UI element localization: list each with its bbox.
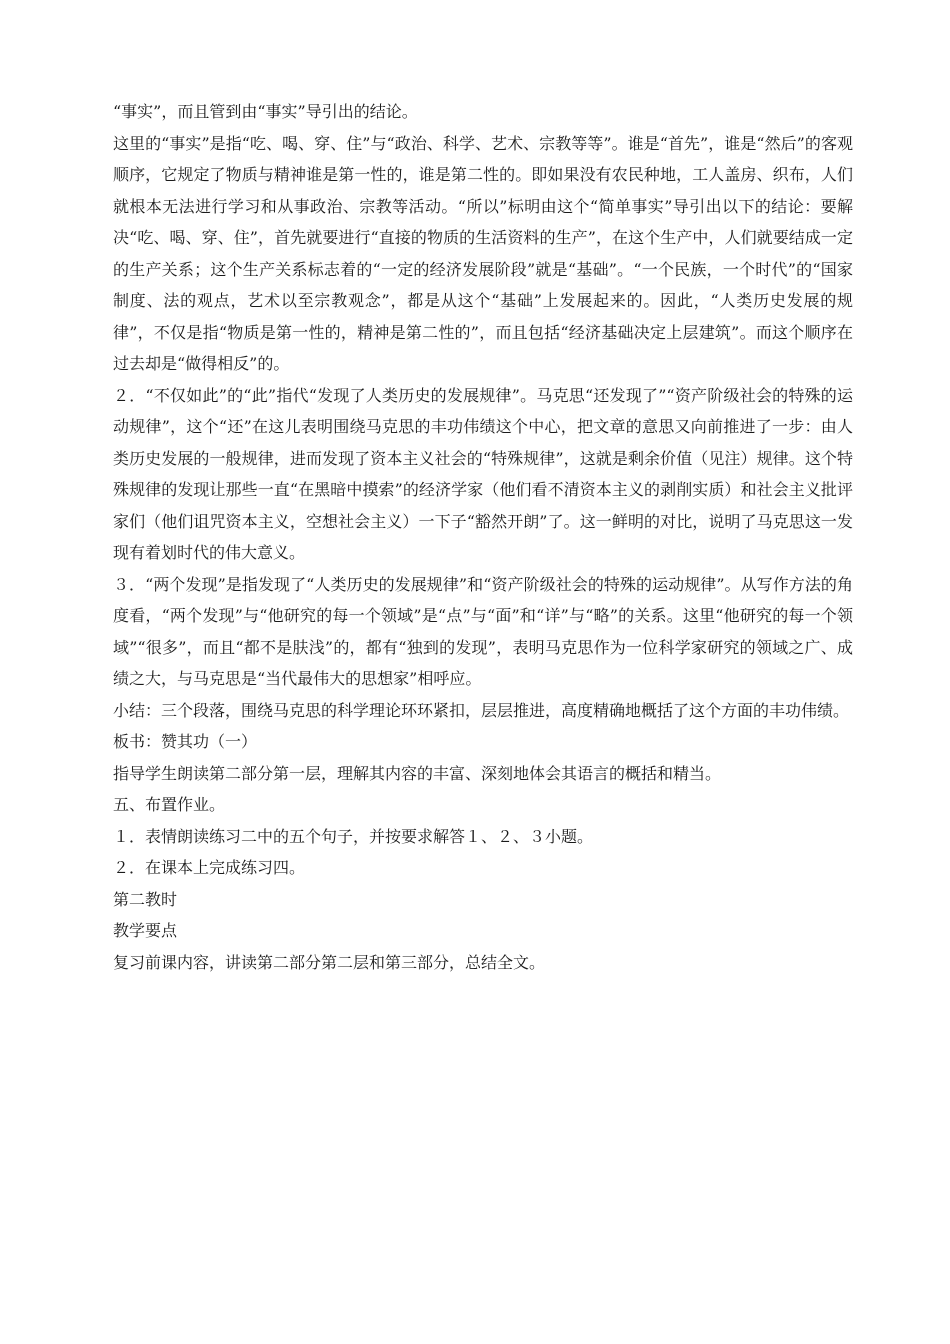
paragraph-reading-guidance: 指导学生朗读第二部分第一层，理解其内容的丰富、深刻地体会其语言的概括和精当。: [113, 763, 722, 783]
document-page: [113, 96, 853, 978]
paragraph-point-3: ３．“两个发现”是指发现了“人类历史的发展规律”和“资产阶级社会的特殊的运动规律”。从写作方法的角度看，“两个发现”与“他研究的每一个领域”是“点”与“面”和“详”与“略”的关系。这里“他研究的每一个领域”“很多”，而且“都不是肤浅”的，都有“独到的发现”，表明马克思作为一位科学家研究的领域之广、成绩之大，与马克思是“当代最伟大的思想家”相呼应。: [113, 574, 853, 688]
paragraph-blackboard: 板书：赞其功（一）: [113, 732, 258, 751]
paragraph-teaching-points: 复习前课内容，讲读第二部分第二层和第三部分，总结全文。: [113, 952, 546, 972]
paragraph-conclusion-intro: “事实”，而且管到由“事实”导引出的结论。: [113, 102, 418, 121]
paragraph-summary: 小结：三个段落，围绕马克思的科学理论环环紧扣，层层推进，高度精确地概括了这个方面的丰功伟绩。: [113, 700, 850, 720]
section-heading-homework: 五、布置作业。: [113, 795, 226, 814]
homework-item-1: １．表情朗读练习二中的五个句子，并按要求解答１、２、３小题。: [113, 826, 594, 846]
paragraph-fact-explanation: 这里的“事实”是指“吃、喝、穿、住”与“政治、科学、艺术、宗教等等”。谁是“首先”，谁是“然后”的客观顺序，它规定了物质与精神谁是第一性的，谁是第二性的。即如果没有农民种地，工人盖房、织布，人们就根本无法进行学习和从事政治、宗教等活动。“所以”标明由这个“简单事实”导引出以下的结论：要解决“吃、喝、穿、住”，首先就要进行“直接的物质的生活资料的生产”，在这个生产中，人们就要结成一定的生产关系；这个生产关系标志着的“一定的经济发展阶段”就是“基础”。“一个民族，一个时代”的“国家制度、法的观点，艺术以至宗教观念”，都是从这个“基础”上发展起来的。因此，“人类历史发展的规律”，不仅是指“物质是第一性的，精神是第二性的”，而且包括“经济基础决定上层建筑”。而这个顺序在过去却是“做得相反”的。: [113, 133, 853, 373]
section-heading-second-lesson: 第二教时: [113, 889, 178, 909]
paragraph-point-2: ２．“不仅如此”的“此”指代“发现了人类历史的发展规律”。马克思“还发现了”“资产阶级社会的特殊的运动规律”，这个“还”在这儿表明围绕马克思的丰功伟绩这个中心，把文章的意思又向前推进了一步：由人类历史发展的一般规律，进而发现了资本主义社会的“特殊规律”，这就是剩余价值（见注）规律。这个特殊规律的发现让那些一直“在黑暗中摸索”的经济学家（他们看不清资本主义的剥削实质）和社会主义批评家们（他们诅咒资本主义，空想社会主义）一下子“豁然开朗”了。这一鲜明的对比，说明了马克思这一发现有着划时代的伟大意义。: [113, 385, 853, 562]
homework-item-2: ２．在课本上完成练习四。: [113, 858, 306, 877]
section-heading-teaching-points: 教学要点: [113, 921, 178, 940]
